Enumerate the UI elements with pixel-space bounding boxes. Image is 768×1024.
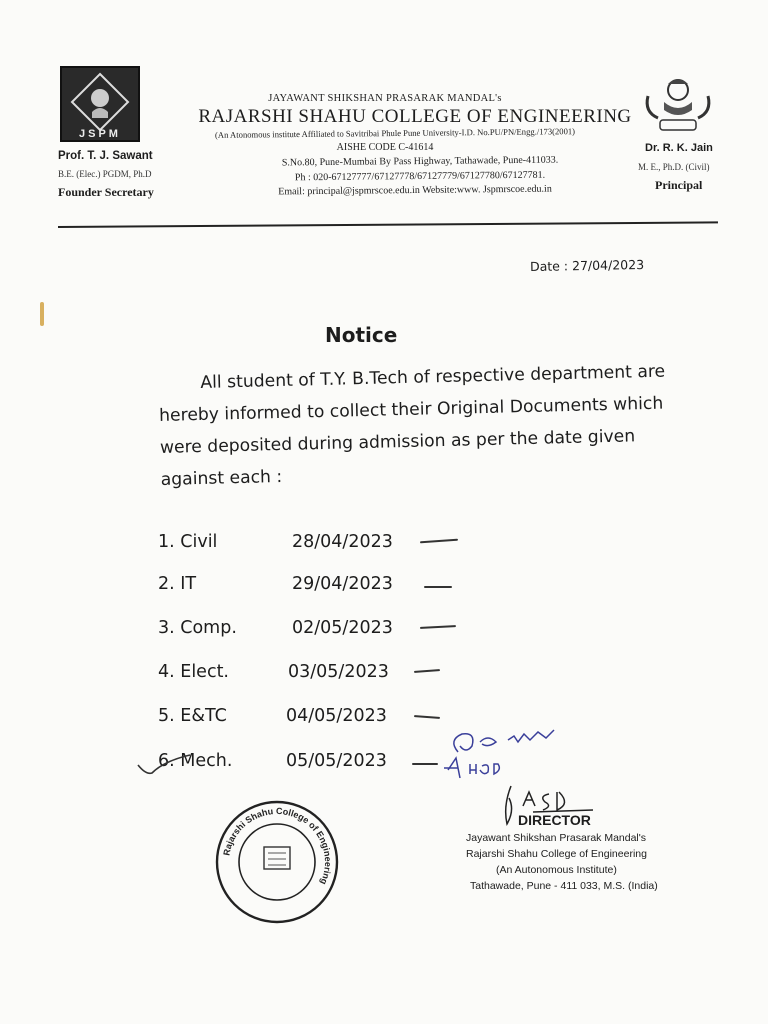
principal-qualification: M. E., Ph.D. (Civil) bbox=[638, 162, 710, 172]
handwritten-annotation-icon bbox=[418, 718, 578, 788]
emblem-icon bbox=[642, 74, 714, 136]
paragraph-line: against each : bbox=[160, 467, 283, 490]
collection-date: 28/04/2023 bbox=[292, 532, 393, 552]
college-email: Email: principal@jspmrscoe.edu.in Website:www. Jspmrscoe.edu.in bbox=[278, 183, 552, 198]
aishe-code: AISHE CODE C-41614 bbox=[336, 142, 434, 153]
department-label: 6. Mech. bbox=[158, 751, 233, 771]
paragraph-line: were deposited during admission as per the date given bbox=[159, 426, 636, 458]
check-mark-icon bbox=[134, 753, 194, 777]
paragraph-line: All student of T.Y. B.Tech of respective department are bbox=[200, 361, 666, 393]
director-title: DIRECTOR bbox=[518, 812, 591, 828]
tick-dash bbox=[420, 539, 458, 544]
principal-title: Principal bbox=[655, 178, 703, 192]
paragraph-line: hereby informed to collect their Original Documents which bbox=[158, 393, 664, 426]
director-stamp-line: Tathawade, Pune - 411 033, M.S. (India) bbox=[470, 880, 658, 892]
affiliation-line: (An Atonomous institute Affiliated to Savitribai Phule Pune University-I.D. No.PU/PN/Engg./173(2001) bbox=[214, 126, 576, 140]
founder-name: Prof. T. J. Sawant bbox=[58, 150, 153, 162]
college-seal-icon bbox=[212, 797, 342, 927]
department-label: 4. Elect. bbox=[158, 662, 229, 682]
director-stamp-line: Jayawant Shikshan Prasarak Mandal's bbox=[466, 832, 647, 844]
tick-dash bbox=[420, 625, 456, 629]
tick-dash bbox=[414, 669, 440, 673]
notice-title: Notice bbox=[325, 323, 398, 347]
logo-text: JSPM bbox=[79, 128, 121, 140]
notice-date: Date : 27/04/2023 bbox=[529, 257, 645, 274]
margin-mark bbox=[40, 302, 44, 326]
collection-date: 04/05/2023 bbox=[286, 706, 387, 726]
director-stamp-line: (An Autonomous Institute) bbox=[496, 864, 617, 876]
collection-date: 02/05/2023 bbox=[292, 618, 393, 638]
college-address: S.No.80, Pune-Mumbai By Pass Highway, Tathawade, Pune-411033. bbox=[281, 154, 559, 169]
principal-name: Dr. R. K. Jain bbox=[645, 142, 713, 154]
department-label: 3. Comp. bbox=[158, 618, 237, 638]
department-label: 2. IT bbox=[158, 574, 197, 594]
college-name: RAJARSHI SHAHU COLLEGE OF ENGINEERING bbox=[198, 106, 632, 127]
collection-date: 05/05/2023 bbox=[286, 751, 387, 771]
notice-paragraph bbox=[158, 354, 741, 496]
seal-text: Rajarshi Shahu College of Engineering bbox=[221, 805, 334, 887]
collection-date: 29/04/2023 bbox=[292, 574, 393, 594]
society-name: JAYAWANT SHIKSHAN PRASARAK MANDAL's bbox=[268, 93, 502, 104]
director-stamp-line: Rajarshi Shahu College of Engineering bbox=[466, 848, 647, 860]
tick-dash bbox=[424, 586, 452, 588]
department-label: 1. Civil bbox=[158, 532, 218, 552]
letterhead-divider bbox=[58, 221, 718, 228]
college-phone: Ph : 020-67127777/67127778/67127779/67127780/67127781. bbox=[294, 169, 546, 184]
collection-date: 03/05/2023 bbox=[288, 662, 389, 682]
founder-title: Founder Secretary bbox=[58, 185, 154, 199]
founder-qualification: B.E. (Elec.) PGDM, Ph.D bbox=[58, 169, 152, 179]
department-label: 5. E&TC bbox=[158, 706, 227, 726]
